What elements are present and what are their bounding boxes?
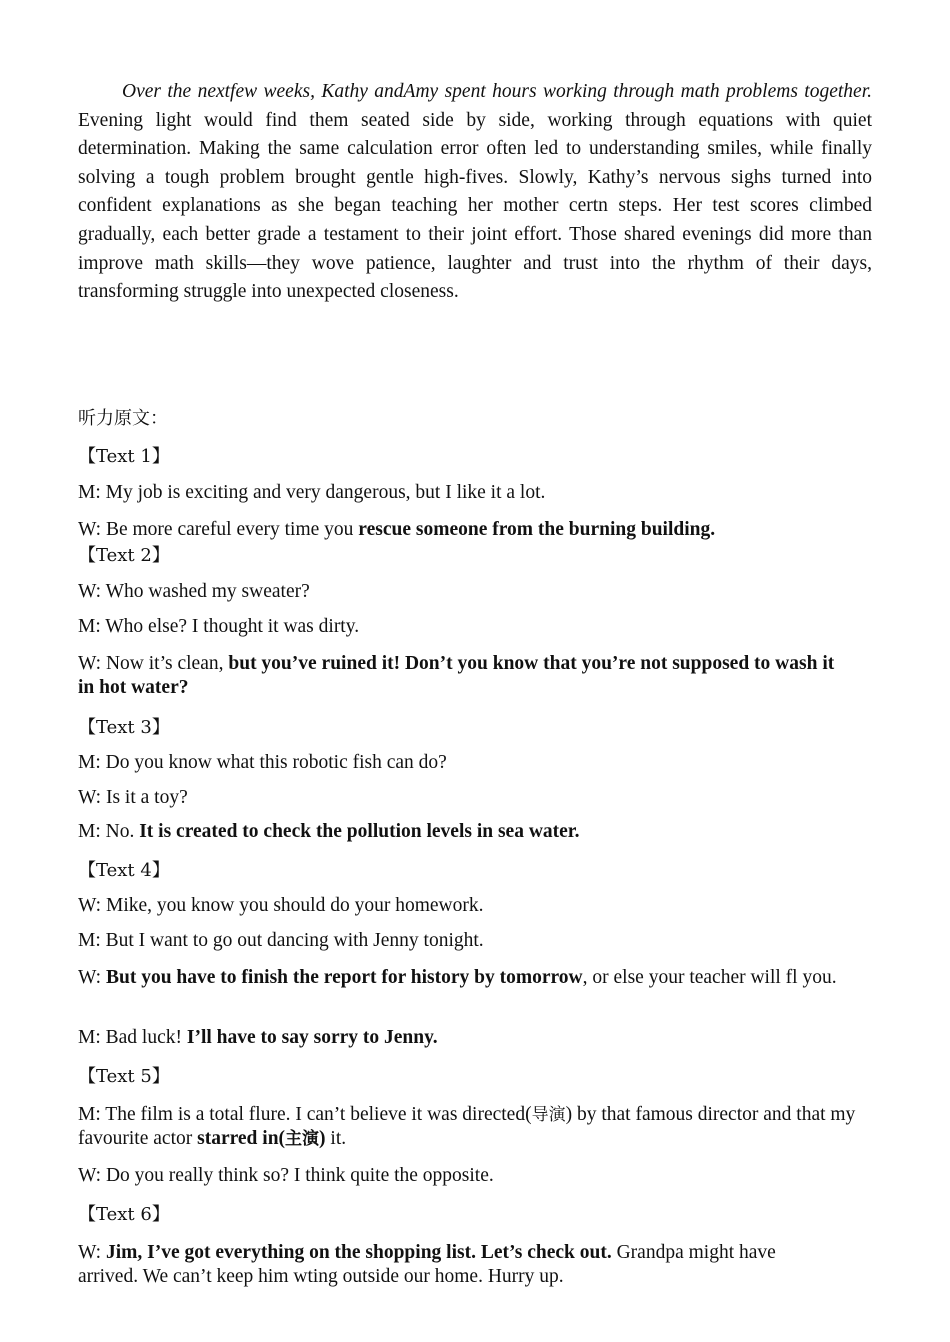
text-2-header: 【Text 2】 xyxy=(78,545,170,566)
text-4-line-4: M: Bad luck! I’ll have to say sorry to Jenny. xyxy=(78,1027,438,1048)
text-4-line-1: W: Mike, you know you should do your homework. xyxy=(78,895,484,916)
text-2-line-3: W: Now it’s clean, but you’ve ruined it! Don’t you know that you’re not supposed to wash it in hot water? xyxy=(78,653,835,698)
text-3-line-3: M: No. It is created to check the pollution levels in sea water. xyxy=(78,821,580,842)
text-3-line-1: M: Do you know what this robotic fish can do? xyxy=(78,752,447,773)
story-rest: Evening light would find them seated side by side, working through equations with quiet determination. Making the same calculation error often led to understanding smiles, while finally solving a tough problem brought gentle high-fives. Slowly, Kathy’s nervous sighs turned into confident explanations as she began teaching her mother certn steps. Her test scores climbed gradually, each better grade a testament to their joint effort. Those shared evenings did more than improve math skills—they wove patience, laughter and trust into the rhythm of their days, transforming struggle into unexpected closeness. xyxy=(78,109,872,303)
text-2-line-1: W: Who washed my sweater? xyxy=(78,581,310,602)
story-block xyxy=(78,78,872,307)
story-paragraph xyxy=(78,78,872,307)
text-1-header: 【Text 1】 xyxy=(78,446,170,467)
text-4-line-2: M: But I want to go out dancing with Jenny tonight. xyxy=(78,930,484,951)
text-3-line-2: W: Is it a toy? xyxy=(78,787,188,808)
text-4-line-3: W: But you have to finish the report for history by tomorrow, or else your teacher will fl you. xyxy=(78,967,837,988)
section-title: 听力原文： xyxy=(78,408,168,429)
text-5-line-2: W: Do you really think so? I think quite the opposite. xyxy=(78,1165,494,1186)
text-3-header: 【Text 3】 xyxy=(78,717,170,738)
text-5-header: 【Text 5】 xyxy=(78,1066,170,1087)
story-italic: Over the nextfew weeks, Kathy andAmy spent hours working through math problems together. xyxy=(122,81,872,102)
text-1-line-1: M: My job is exciting and very dangerous, but I like it a lot. xyxy=(78,482,546,503)
text-2-line-2: M: Who else? I thought it was dirty. xyxy=(78,616,360,637)
text-6-line-1: W: Jim, I’ve got everything on the shopping list. Let’s check out. Grandpa might have arrived. We can’t keep him wting outside our home. Hurry up. xyxy=(78,1242,776,1287)
text-5-line-1: M: The film is a total flure. I can’t believe it was directed(导演) by that famous director and that my favourite actor starred in(主演) it. xyxy=(78,1104,856,1149)
text-1-line-2: W: Be more careful every time you rescue someone from the burning building. xyxy=(78,519,716,540)
text-6-header: 【Text 6】 xyxy=(78,1204,170,1225)
text-4-header: 【Text 4】 xyxy=(78,860,170,881)
